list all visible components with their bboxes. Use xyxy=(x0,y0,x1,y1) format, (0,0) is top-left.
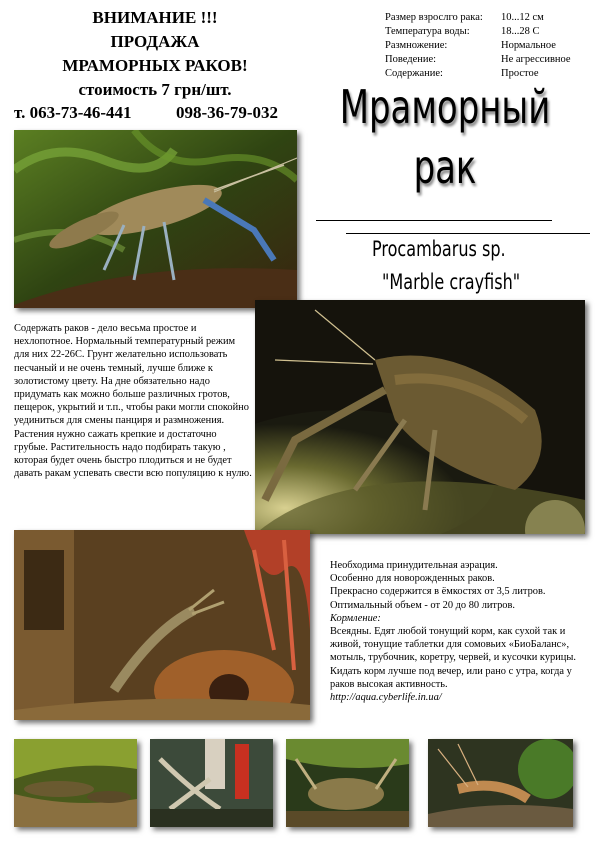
thumb-image xyxy=(428,739,573,827)
spec-value: Нормальное xyxy=(501,40,556,51)
common-name: "Marble crayfish" xyxy=(382,270,521,294)
crayfish-rock-image xyxy=(255,300,585,534)
photo-crayfish-aquarium xyxy=(14,530,310,720)
spec-label: Размер взрослго рака: xyxy=(385,12,483,23)
ad-sale: ПРОДАЖА xyxy=(110,32,200,51)
spec-label: Содержание: xyxy=(385,68,443,79)
crayfish-plants-image xyxy=(14,130,297,308)
photo-crayfish-rock xyxy=(255,300,585,534)
thumb-image xyxy=(14,739,137,827)
ad-phone-1: т. 063-73-46-441 xyxy=(14,103,132,122)
photo-crayfish-plants xyxy=(14,130,297,308)
spec-value: 10...12 см xyxy=(501,12,544,23)
thumb-photo-3 xyxy=(286,739,409,827)
spec-label: Поведение: xyxy=(385,54,437,65)
title-rak: рак xyxy=(413,140,477,194)
ad-price: стоимость 7 грн/шт. xyxy=(78,80,232,99)
ad-product: МРАМОРНЫХ РАКОВ! xyxy=(62,56,248,75)
feeding-heading: Кормление: xyxy=(330,612,381,624)
spec-value: Не агрессивное xyxy=(501,54,571,65)
aeration-line: Прекрасно содержится в ёмкостях от 3,5 литров. xyxy=(330,586,546,598)
thumb-photo-1 xyxy=(14,739,137,827)
thumb-image xyxy=(150,739,273,827)
thumb-image xyxy=(286,739,409,827)
aeration-line: Особенно для новорожденных раков. xyxy=(330,573,495,585)
ad-phone-2: 098-36-79-032 xyxy=(176,103,278,122)
divider-rule xyxy=(346,233,590,234)
divider-rule xyxy=(316,220,552,221)
spec-label: Размножение: xyxy=(385,40,448,51)
feeding-text: Всеядны. Едят любой тонущий корм, как сухой так и живой, тонущие таблетки для сомовьих «БиоБаланс», мотыль, трубочник, коретру, червей, и кусочки курицы. Кидать корм лучше под вечер, или рано с утра, когда у раков высокая активность. xyxy=(330,626,576,690)
aeration-block xyxy=(330,559,585,704)
spec-value: 18...28 С xyxy=(501,26,540,37)
spec-label: Температура воды: xyxy=(385,26,470,37)
aeration-line: Оптимальный объем - от 20 до 80 литров. xyxy=(330,599,515,611)
source-url[interactable]: http://aqua.cyberlife.in.ua/ xyxy=(330,692,442,704)
aeration-line: Необходима принудительная аэрация. xyxy=(330,560,498,571)
title-main: Мраморный xyxy=(339,80,551,134)
crayfish-aquarium-image xyxy=(14,530,310,720)
care-text: Содержать раков - дело весьма простое и нехлопотное. Нормальный температурный режим для них 22-26С. Грунт желательно использовать песчаный и не очень темный, лучше ближе к золотистому цвету. На дне обязательно надо придумать как можно больше различных гротов, пещерок, укрытий и т.п., чтобы раки могли спокойно уединиться для смены панциря и размножения. Растения нужно сажать крепкие и достаточно грубые. Растительность надо подбирать такую , которая будет очень быстро плодиться и не будет давать ракам успевать свести всю популяцию к нулю. xyxy=(14,323,252,480)
spec-value: Простое xyxy=(501,68,539,79)
latin-name: Procambarus sp. xyxy=(372,237,506,261)
ad-attention: ВНИМАНИЕ !!! xyxy=(92,8,218,27)
thumb-photo-2 xyxy=(150,739,273,827)
thumb-photo-4 xyxy=(428,739,573,827)
